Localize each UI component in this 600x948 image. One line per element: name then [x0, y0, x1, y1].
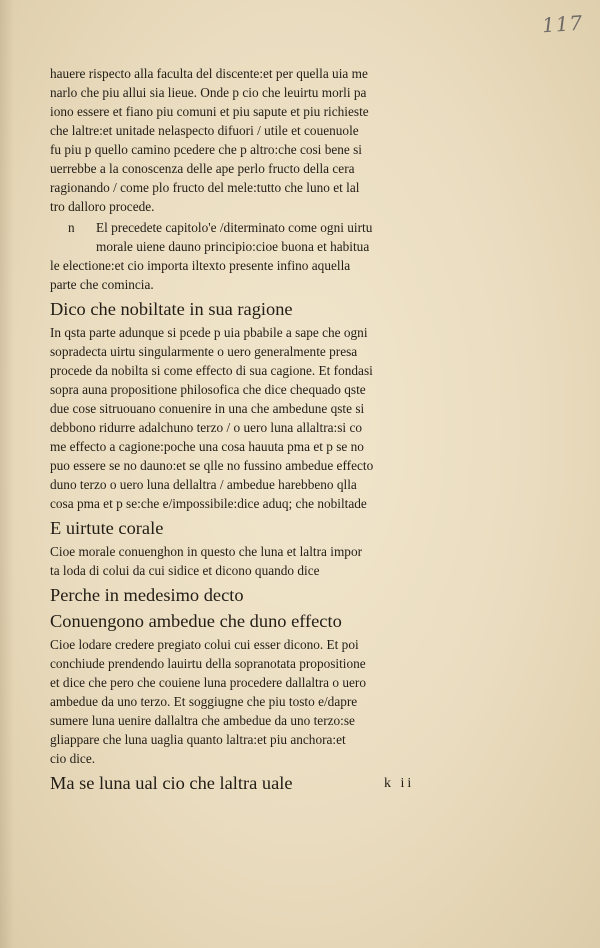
- section-heading: E uirtute corale: [50, 518, 164, 538]
- text-line: le electione:et cio importa iltexto presente infino aquella: [50, 258, 351, 273]
- text-line: cosa pma et p se:che e/impossibile:dice aduq; che nobiltade: [50, 496, 367, 511]
- text-line: tro dalloro procede.: [50, 199, 155, 214]
- text-line: duno terzo o uero luna dellaltra / ambedue harebbeno qlla: [50, 477, 357, 492]
- text-line: debbono ridurre adalchuno terzo / o uero luna allaltra:si co: [50, 420, 362, 435]
- text-line: ragionando / come plo fructo del mele:tutto che luno et lal: [50, 180, 360, 195]
- text-line: In qsta parte adunque si pcede p uia pbabile a sape che ogni: [50, 325, 368, 340]
- text-line: hauere rispecto alla faculta del discente:et per quella uia me: [50, 66, 368, 81]
- text-line: ambedue da uno terzo. Et soggiugne che piu tosto e/dapre: [50, 694, 358, 709]
- text-line: conchiude prendendo lauirtu della sopranotata propositione: [50, 656, 366, 671]
- text-line: ta loda di colui da cui sidice et dicono quando dice: [50, 563, 320, 578]
- text-block: [50, 64, 450, 797]
- text-line: sopradecta uirtu singularmente o uero generalmente presa: [50, 344, 358, 359]
- text-line: uerrebbe a la conoscenza delle ape perlo fructo della cera: [50, 161, 355, 176]
- text-line: narlo che piu allui sia lieue. Onde p cio che leuirtu morli pa: [50, 85, 367, 100]
- text-line: parte che comincia.: [50, 277, 154, 292]
- text-line: due cose sitruouano conuenire in una che ambedune qste si: [50, 401, 365, 416]
- folio-number: 117: [541, 10, 584, 38]
- section-nobiltate: [50, 298, 450, 513]
- text-line: morale uiene dauno principio:cioe buona et habitua: [96, 239, 370, 254]
- text-line: puo essere se no dauno:et se qlle no fussino ambedue effecto: [50, 458, 374, 473]
- paragraph-1: [50, 64, 450, 216]
- text-line: procede da nobilta si come effecto di sua cagione. Et fondasi: [50, 363, 373, 378]
- signature-mark: k ii: [384, 776, 415, 791]
- text-line: sopra auna propositione philosofica che dice chequado qste: [50, 382, 366, 397]
- text-line: fu piu p quello camino pcedere che p altro:che cosi bene si: [50, 142, 362, 157]
- text-line: me effecto a cagione:poche una cosa hauuta pma et p se no: [50, 439, 364, 454]
- text-line: cio dice.: [50, 751, 96, 766]
- text-line: Cioe morale conuenghon in questo che luna et laltra impor: [50, 544, 363, 559]
- text-line: et dice che pero che couiene luna procedere dallaltra o uero: [50, 675, 366, 690]
- section-uirtute: [50, 517, 450, 580]
- section-heading: Ma se luna ual cio che laltra uale: [50, 773, 293, 793]
- section-perche: [50, 584, 450, 606]
- text-line: [50, 218, 450, 237]
- section-heading: Conuengono ambedue che duno effecto: [50, 611, 342, 631]
- text-line: che laltre:et unitade nelaspecto difuori / utile et couenuole: [50, 123, 359, 138]
- text-line: Cioe lodare credere pregiato colui cui esser dicono. Et poi: [50, 637, 359, 652]
- text-line: iono essere et fiano piu comuni et piu sapute et piu richieste: [50, 104, 369, 119]
- paragraph-marker: n: [68, 220, 75, 235]
- section-conuengono: [50, 610, 450, 768]
- page-gutter-shadow: [0, 0, 14, 948]
- text-line-content: El precedete capitolo'e /diterminato come ogni uirtu: [96, 220, 373, 235]
- text-line: gliappare che luna uaglia quanto laltra:et piu anchora:et: [50, 732, 346, 747]
- section-heading: Dico che nobiltate in sua ragione: [50, 299, 293, 319]
- text-line: sumere luna uenire dallaltra che ambedue da uno terzo:se: [50, 713, 355, 728]
- section-heading: Perche in medesimo decto: [50, 585, 244, 605]
- paragraph-2: [50, 218, 450, 294]
